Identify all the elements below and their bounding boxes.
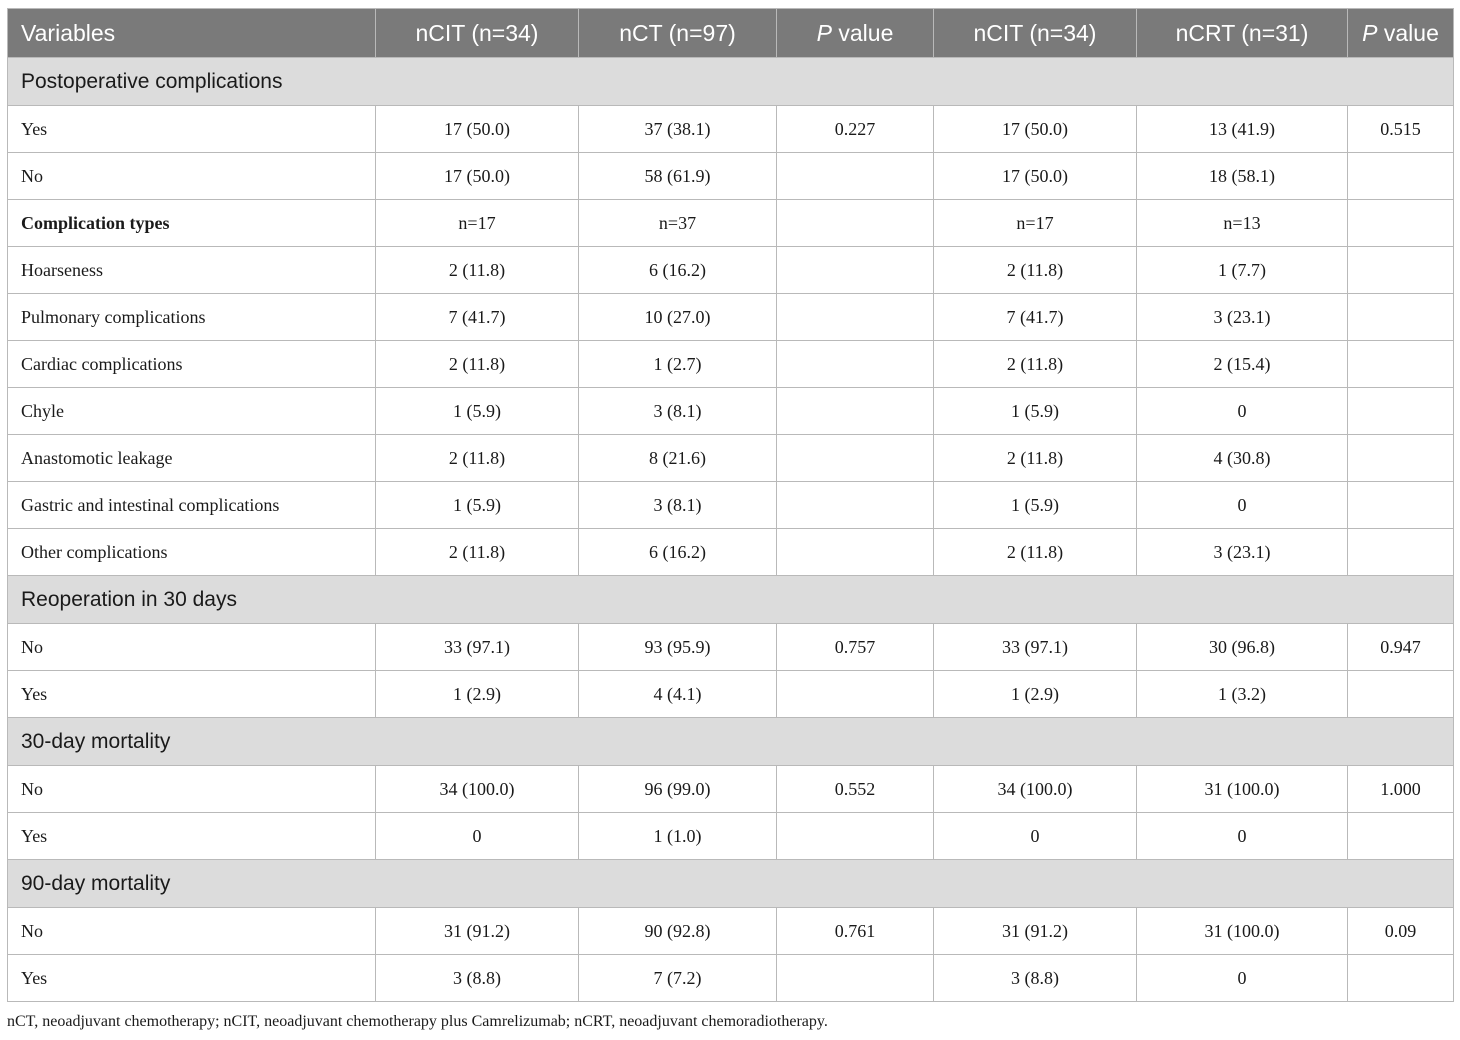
row-label: Pulmonary complications: [8, 294, 376, 341]
table-row: [8, 908, 1454, 955]
table-row: [8, 247, 1454, 294]
p-value-1-cell: 0.227: [777, 106, 934, 153]
p-value-2-cell: [1348, 294, 1454, 341]
results-table: [7, 8, 1454, 1002]
row-label: Chyle: [8, 388, 376, 435]
row-label: Other complications: [8, 529, 376, 576]
table-body: [8, 58, 1454, 1002]
row-label: Complication types: [8, 200, 376, 247]
table-row: [8, 955, 1454, 1002]
ncit-1-cell: 1 (5.9): [376, 482, 579, 529]
p-value-2-cell: [1348, 153, 1454, 200]
nct-cell: 93 (95.9): [579, 624, 777, 671]
header-ncit-1: nCIT (n=34): [376, 9, 579, 58]
p-value-1-cell: 0.757: [777, 624, 934, 671]
nct-cell: 37 (38.1): [579, 106, 777, 153]
ncrt-cell: 18 (58.1): [1137, 153, 1348, 200]
nct-cell: 6 (16.2): [579, 247, 777, 294]
table-row: [8, 200, 1454, 247]
nct-cell: 10 (27.0): [579, 294, 777, 341]
ncrt-cell: 4 (30.8): [1137, 435, 1348, 482]
p-value-2-cell: [1348, 341, 1454, 388]
ncrt-cell: 0: [1137, 482, 1348, 529]
section-header-row: [8, 718, 1454, 766]
nct-cell: 1 (1.0): [579, 813, 777, 860]
section-title: Reoperation in 30 days: [8, 576, 1454, 624]
ncrt-cell: 0: [1137, 955, 1348, 1002]
header-variables: Variables: [8, 9, 376, 58]
ncit-1-cell: 31 (91.2): [376, 908, 579, 955]
p-value-1-cell: [777, 200, 934, 247]
ncit-2-cell: 0: [934, 813, 1137, 860]
p-value-2-cell: [1348, 200, 1454, 247]
ncit-1-cell: 34 (100.0): [376, 766, 579, 813]
ncit-2-cell: 17 (50.0): [934, 106, 1137, 153]
row-label: No: [8, 908, 376, 955]
table-row: [8, 294, 1454, 341]
ncit-1-cell: 2 (11.8): [376, 247, 579, 294]
results-table-container: [7, 8, 1453, 1002]
p-value-2-cell: 0.515: [1348, 106, 1454, 153]
p-value-1-cell: [777, 529, 934, 576]
table-row: [8, 341, 1454, 388]
ncrt-cell: 0: [1137, 388, 1348, 435]
ncit-1-cell: 33 (97.1): [376, 624, 579, 671]
nct-cell: 90 (92.8): [579, 908, 777, 955]
p-value-1-cell: [777, 153, 934, 200]
row-label: Gastric and intestinal complications: [8, 482, 376, 529]
p-value-2-cell: [1348, 247, 1454, 294]
nct-cell: 4 (4.1): [579, 671, 777, 718]
p-value-1-cell: 0.761: [777, 908, 934, 955]
row-label: Yes: [8, 955, 376, 1002]
ncit-1-cell: n=17: [376, 200, 579, 247]
ncrt-cell: 1 (7.7): [1137, 247, 1348, 294]
table-row: [8, 529, 1454, 576]
table-row: [8, 766, 1454, 813]
ncit-1-cell: 7 (41.7): [376, 294, 579, 341]
row-label: Cardiac complications: [8, 341, 376, 388]
nct-cell: 96 (99.0): [579, 766, 777, 813]
header-nct: nCT (n=97): [579, 9, 777, 58]
ncit-2-cell: 2 (11.8): [934, 529, 1137, 576]
p-value-1-cell: [777, 955, 934, 1002]
header-p-value-2-italic: P: [1362, 19, 1378, 46]
p-value-2-cell: 0.09: [1348, 908, 1454, 955]
nct-cell: 3 (8.1): [579, 482, 777, 529]
ncit-2-cell: 3 (8.8): [934, 955, 1137, 1002]
header-p-value-1: [777, 9, 934, 58]
nct-cell: 7 (7.2): [579, 955, 777, 1002]
ncit-2-cell: 2 (11.8): [934, 247, 1137, 294]
p-value-1-cell: [777, 813, 934, 860]
header-ncrt: nCRT (n=31): [1137, 9, 1348, 58]
ncit-1-cell: 2 (11.8): [376, 341, 579, 388]
ncit-2-cell: n=17: [934, 200, 1137, 247]
ncrt-cell: 3 (23.1): [1137, 529, 1348, 576]
section-header-row: [8, 860, 1454, 908]
p-value-1-cell: [777, 388, 934, 435]
header-row: [8, 9, 1454, 58]
header-p-value-1-italic: P: [816, 19, 832, 46]
p-value-2-cell: [1348, 482, 1454, 529]
p-value-1-cell: [777, 435, 934, 482]
p-value-2-cell: [1348, 813, 1454, 860]
table-row: [8, 388, 1454, 435]
ncit-2-cell: 31 (91.2): [934, 908, 1137, 955]
ncrt-cell: 0: [1137, 813, 1348, 860]
ncrt-cell: 1 (3.2): [1137, 671, 1348, 718]
p-value-1-cell: [777, 671, 934, 718]
ncrt-cell: 31 (100.0): [1137, 908, 1348, 955]
ncit-1-cell: 17 (50.0): [376, 153, 579, 200]
header-p-value-2: [1348, 9, 1454, 58]
table-row: [8, 813, 1454, 860]
table-row: [8, 624, 1454, 671]
ncit-2-cell: 34 (100.0): [934, 766, 1137, 813]
nct-cell: 58 (61.9): [579, 153, 777, 200]
ncrt-cell: n=13: [1137, 200, 1348, 247]
table-row: [8, 482, 1454, 529]
ncit-2-cell: 17 (50.0): [934, 153, 1137, 200]
ncit-1-cell: 2 (11.8): [376, 435, 579, 482]
ncit-1-cell: 1 (5.9): [376, 388, 579, 435]
ncit-2-cell: 7 (41.7): [934, 294, 1137, 341]
p-value-2-cell: [1348, 671, 1454, 718]
nct-cell: 6 (16.2): [579, 529, 777, 576]
row-label: No: [8, 624, 376, 671]
p-value-1-cell: [777, 247, 934, 294]
ncit-2-cell: 1 (5.9): [934, 482, 1137, 529]
ncrt-cell: 3 (23.1): [1137, 294, 1348, 341]
ncrt-cell: 31 (100.0): [1137, 766, 1348, 813]
ncit-1-cell: 2 (11.8): [376, 529, 579, 576]
row-label: No: [8, 766, 376, 813]
section-title: 30-day mortality: [8, 718, 1454, 766]
ncit-2-cell: 1 (2.9): [934, 671, 1137, 718]
p-value-1-cell: [777, 341, 934, 388]
row-label: Yes: [8, 813, 376, 860]
p-value-2-cell: [1348, 388, 1454, 435]
p-value-2-cell: [1348, 955, 1454, 1002]
ncit-2-cell: 33 (97.1): [934, 624, 1137, 671]
ncit-2-cell: 1 (5.9): [934, 388, 1137, 435]
table-row: [8, 153, 1454, 200]
row-label: Yes: [8, 106, 376, 153]
p-value-1-cell: 0.552: [777, 766, 934, 813]
ncit-1-cell: 1 (2.9): [376, 671, 579, 718]
row-label: Yes: [8, 671, 376, 718]
p-value-2-cell: [1348, 529, 1454, 576]
table-row: [8, 106, 1454, 153]
p-value-2-cell: [1348, 435, 1454, 482]
section-header-row: [8, 576, 1454, 624]
table-row: [8, 435, 1454, 482]
header-p-value-1-rest: value: [831, 19, 894, 46]
ncit-2-cell: 2 (11.8): [934, 341, 1137, 388]
p-value-2-cell: 0.947: [1348, 624, 1454, 671]
header-ncit-2: nCIT (n=34): [934, 9, 1137, 58]
ncrt-cell: 13 (41.9): [1137, 106, 1348, 153]
p-value-2-cell: 1.000: [1348, 766, 1454, 813]
header-p-value-2-rest: value: [1377, 19, 1439, 46]
nct-cell: 3 (8.1): [579, 388, 777, 435]
table-row: [8, 671, 1454, 718]
table-footnote: nCT, neoadjuvant chemotherapy; nCIT, neoadjuvant chemotherapy plus Camrelizumab; nCRT, neoadjuvant chemoradiotherapy.: [7, 1013, 828, 1030]
ncrt-cell: 2 (15.4): [1137, 341, 1348, 388]
ncit-1-cell: 17 (50.0): [376, 106, 579, 153]
ncrt-cell: 30 (96.8): [1137, 624, 1348, 671]
row-label: Hoarseness: [8, 247, 376, 294]
p-value-1-cell: [777, 482, 934, 529]
nct-cell: n=37: [579, 200, 777, 247]
section-header-row: [8, 58, 1454, 106]
section-title: 90-day mortality: [8, 860, 1454, 908]
ncit-2-cell: 2 (11.8): [934, 435, 1137, 482]
nct-cell: 1 (2.7): [579, 341, 777, 388]
ncit-1-cell: 3 (8.8): [376, 955, 579, 1002]
nct-cell: 8 (21.6): [579, 435, 777, 482]
row-label: No: [8, 153, 376, 200]
row-label: Anastomotic leakage: [8, 435, 376, 482]
p-value-1-cell: [777, 294, 934, 341]
section-title: Postoperative complications: [8, 58, 1454, 106]
ncit-1-cell: 0: [376, 813, 579, 860]
